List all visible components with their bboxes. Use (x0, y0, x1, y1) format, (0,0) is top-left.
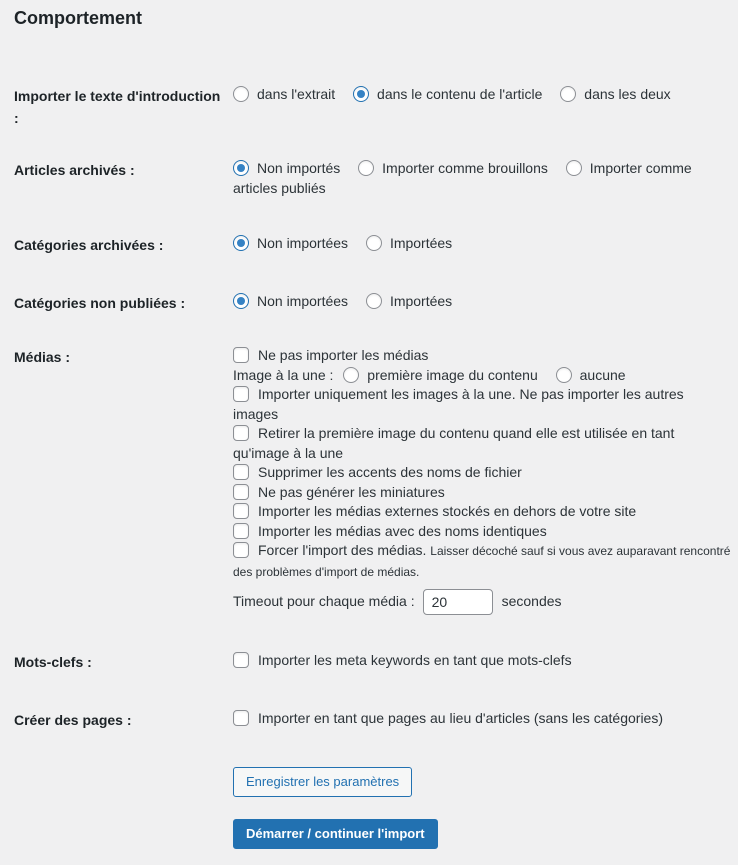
media-timeout-line (233, 589, 732, 615)
field-label-unpublished-categories: Catégories non publiées : (14, 295, 186, 311)
radio-label: Importées (389, 235, 453, 251)
checkbox-option-create-pages[interactable] (233, 709, 732, 729)
radio-option-in-both[interactable] (560, 86, 670, 102)
checkbox-label: Forcer l'import des médias. (258, 542, 427, 558)
row-keywords (14, 651, 734, 673)
checkbox-label: Importer uniquement les images à la une. Ne pas importer les autres images (233, 386, 684, 422)
radio-label: aucune (579, 366, 626, 383)
radio-option-featured-first-image[interactable] (343, 367, 537, 383)
form-actions (233, 767, 734, 849)
checkbox-icon[interactable] (233, 652, 249, 668)
radio-label: Importées (389, 293, 453, 309)
radio-label: première image du contenu (367, 366, 538, 383)
checkbox-label: Importer les médias avec des noms identiques (258, 522, 547, 539)
start-button-row (233, 819, 734, 849)
start-import-button[interactable]: Démarrer / continuer l'import (233, 819, 438, 849)
force-import-note: Laisser décoché sauf si vous avez auparavant rencontré des problèmes d'import de médias. (233, 544, 731, 579)
settings-form (14, 85, 734, 849)
checkbox-icon[interactable] (233, 542, 249, 558)
radio-option-articles-not-imported[interactable] (233, 160, 340, 176)
checkbox-label: Ne pas générer les miniatures (258, 483, 445, 500)
field-label-media: Médias : (14, 349, 71, 365)
field-label-archived-articles: Articles archivés : (14, 162, 135, 178)
radio-icon[interactable] (233, 86, 249, 102)
checkbox-option-no-thumbnails[interactable] (233, 483, 732, 503)
checkbox-option-meta-keywords[interactable] (233, 651, 732, 671)
checkbox-option-duplicate-names[interactable] (233, 522, 732, 542)
field-archived-categories (233, 234, 734, 256)
field-label-create-pages: Créer des pages : (14, 712, 132, 728)
field-archived-articles (233, 159, 734, 198)
checkbox-option-no-media-import[interactable] (233, 346, 732, 366)
radio-option-articles-drafts[interactable] (358, 160, 548, 176)
radio-option-unpub-categories-not-imported[interactable] (233, 293, 348, 309)
radio-label: Non importées (257, 235, 349, 251)
field-create-pages (233, 709, 734, 731)
checkbox-label: Ne pas importer les médias (258, 347, 429, 363)
radio-label: Importer comme brouillons (382, 160, 548, 176)
radio-icon[interactable] (343, 367, 359, 383)
radio-option-in-excerpt[interactable] (233, 86, 335, 102)
radio-label: Importer comme articles publiés (233, 160, 692, 196)
radio-option-categories-imported[interactable] (366, 235, 452, 251)
timeout-label: Timeout pour chaque média : (233, 593, 415, 610)
radio-option-featured-none[interactable] (556, 367, 626, 383)
row-unpublished-categories (14, 292, 734, 314)
radio-label: dans l'extrait (257, 86, 336, 102)
featured-image-line (233, 366, 732, 386)
row-create-pages (14, 709, 734, 731)
checkbox-icon[interactable] (233, 484, 249, 500)
checkbox-icon[interactable] (233, 710, 249, 726)
save-button-row (233, 767, 734, 797)
radio-checked-icon[interactable] (233, 293, 249, 309)
checkbox-option-remove-first-image[interactable] (233, 424, 732, 463)
row-intro-text (14, 85, 734, 129)
checkbox-option-only-featured-images[interactable] (233, 385, 732, 424)
radio-icon[interactable] (566, 160, 582, 176)
checkbox-icon[interactable] (233, 347, 249, 363)
checkbox-label: Retirer la première image du contenu quand elle est utilisée en tant qu'image à la une (233, 425, 675, 461)
radio-icon[interactable] (560, 86, 576, 102)
checkbox-option-force-import[interactable] (233, 541, 732, 582)
field-label-intro: Importer le texte d'introduction : (14, 88, 221, 126)
media-timeout-input[interactable] (423, 589, 493, 615)
radio-icon[interactable] (358, 160, 374, 176)
radio-checked-icon[interactable] (353, 86, 369, 102)
checkbox-icon[interactable] (233, 425, 249, 441)
radio-option-in-content[interactable] (353, 86, 542, 102)
field-keywords (233, 651, 734, 673)
checkbox-label: Importer les médias externes stockés en dehors de votre site (258, 503, 637, 519)
row-archived-categories (14, 234, 734, 256)
checkbox-icon[interactable] (233, 464, 249, 480)
radio-option-categories-not-imported[interactable] (233, 235, 348, 251)
field-unpublished-categories (233, 292, 734, 314)
field-label-archived-categories: Catégories archivées : (14, 237, 164, 253)
checkbox-icon[interactable] (233, 503, 249, 519)
checkbox-label: Importer en tant que pages au lieu d'articles (sans les catégories) (258, 710, 664, 726)
checkbox-label: Supprimer les accents des noms de fichier (258, 464, 522, 480)
checkbox-icon[interactable] (233, 386, 249, 402)
radio-label: Non importés (257, 160, 341, 176)
radio-option-unpub-categories-imported[interactable] (366, 293, 452, 309)
radio-label: Non importées (257, 293, 349, 309)
row-media (14, 346, 734, 615)
radio-label: dans le contenu de l'article (377, 86, 543, 102)
radio-checked-icon[interactable] (233, 160, 249, 176)
row-archived-articles (14, 159, 734, 198)
page-title: Comportement (14, 8, 143, 28)
checkbox-icon[interactable] (233, 523, 249, 539)
checkbox-label: Importer les meta keywords en tant que mots-clefs (258, 652, 572, 668)
checkbox-option-strip-accents[interactable] (233, 463, 732, 483)
featured-image-label: Image à la une : (233, 366, 334, 383)
field-label-keywords: Mots-clefs : (14, 654, 92, 670)
radio-icon[interactable] (366, 293, 382, 309)
field-intro (233, 85, 734, 129)
field-media (233, 346, 734, 615)
timeout-suffix: secondes (501, 593, 562, 610)
checkbox-option-external-media[interactable] (233, 502, 732, 522)
save-settings-button[interactable]: Enregistrer les paramètres (233, 767, 412, 797)
radio-icon[interactable] (366, 235, 382, 251)
radio-icon[interactable] (556, 367, 572, 383)
radio-label: dans les deux (584, 86, 671, 102)
radio-checked-icon[interactable] (233, 235, 249, 251)
